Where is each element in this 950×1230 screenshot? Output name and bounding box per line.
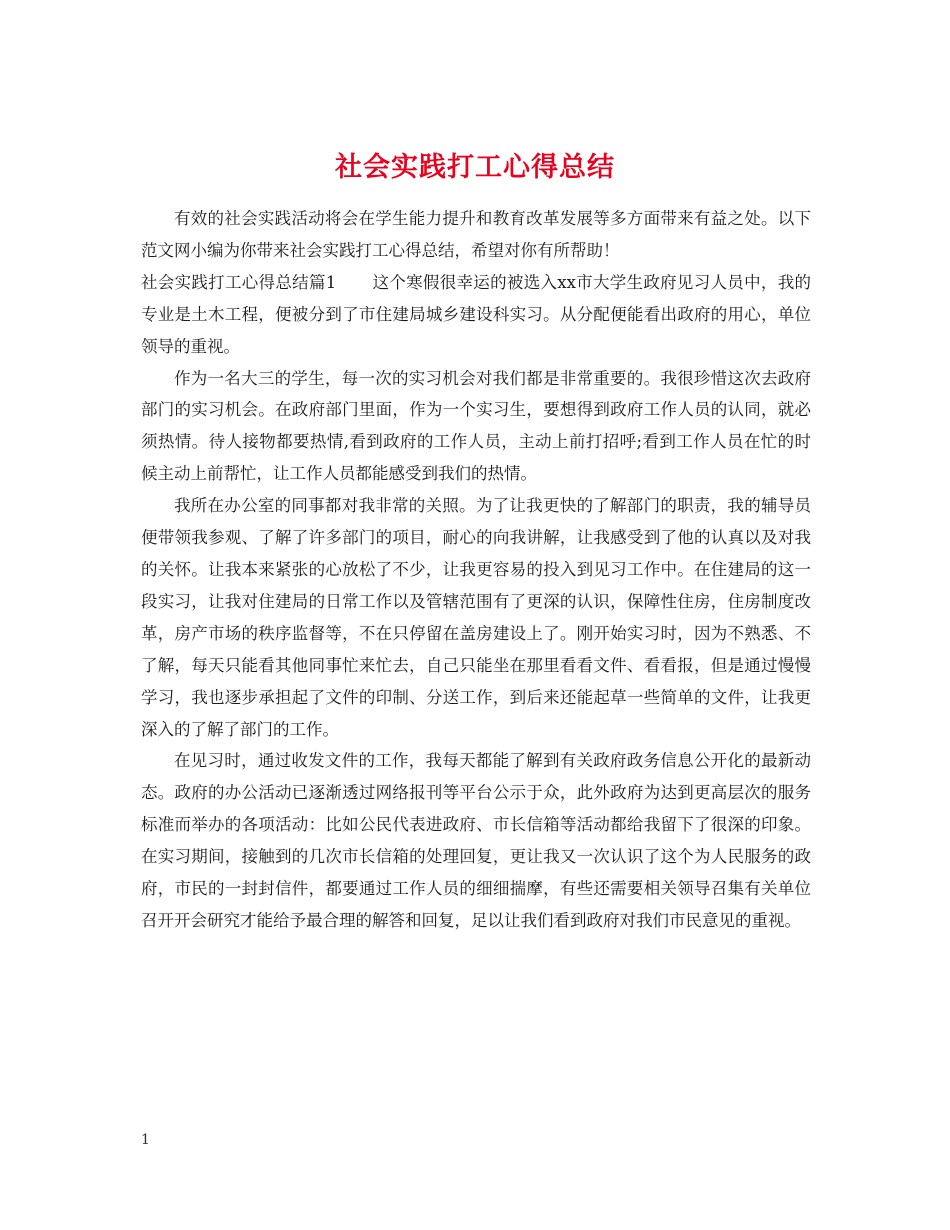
- body-paragraph-2: 我所在办公室的同事都对我非常的关照。为了让我更快的了解部门的职责，我的辅导员便带领我参观、了解了许多部门的项目，耐心的向我讲解，让我感受到了他的认真以及对我的关怀。让我本来紧张的心放松了不少，让我更容易的投入到见习工作中。在住建局的这一段实习，让我对住建局的日常工作以及管辖范围有了更深的认识，保障性住房，住房制度改革，房产市场的秩序监督等，不在只停留在盖房建设上了。刚开始实习时，因为不熟悉、不了解，每天只能看其他同事忙来忙去，自己只能坐在那里看看文件、看看报，但是通过慢慢学习，我也逐步承担起了文件的印制、分送工作，到后来还能起草一些简单的文件，让我更深入的了解了部门的工作。: [141, 496, 811, 739]
- section-first-text: 这个寒假很幸运的被选入xx市大学生政府见习人员中，我的专业是土木工程，便被分到了市住建局城乡建设科实习。从分配便能看出政府的用心，单位领导的重视。: [141, 272, 811, 356]
- section-first-paragraph: [141, 267, 811, 363]
- document-title: 社会实践打工心得总结: [335, 152, 615, 184]
- intro-paragraph: 有效的社会实践活动将会在学生能力提升和教育改革发展等多方面带来有益之处。以下范文网小编为你带来社会实践打工心得总结，希望对你有所帮助！: [141, 209, 811, 260]
- body-paragraph-1: 作为一名大三的学生，每一次的实习机会对我们都是非常重要的。我很珍惜这次去政府部门的实习机会。在政府部门里面，作为一个实习生，要想得到政府工作人员的认同，就必须热情。待人接物都要热情,看到政府的工作人员，主动上前打招呼;看到工作人员在忙的时候主动上前帮忙，让工作人员都能感受到我们的热情。: [141, 368, 811, 484]
- page-number: 1: [141, 1132, 150, 1148]
- section-heading: 社会实践打工心得总结篇1: [141, 272, 337, 292]
- body-paragraph-3: 在见习时，通过收发文件的工作，我每天都能了解到有关政府政务信息公开化的最新动态。政府的办公活动已逐渐透过网络报刊等平台公示于众，此外政府为达到更高层次的服务标准而举办的各项活动：比如公民代表进政府、市长信箱等活动都给我留下了很深的印象。在实习期间，接触到的几次市长信箱的处理回复，更让我又一次认识了这个为人民服务的政府，市民的一封封信件，都要通过工作人员的细细揣摩，有些还需要相关领导召集有关单位召开开会研究才能给予最合理的解答和回复，足以让我们看到政府对我们市民意见的重视。: [141, 751, 811, 930]
- document-body: [141, 203, 811, 937]
